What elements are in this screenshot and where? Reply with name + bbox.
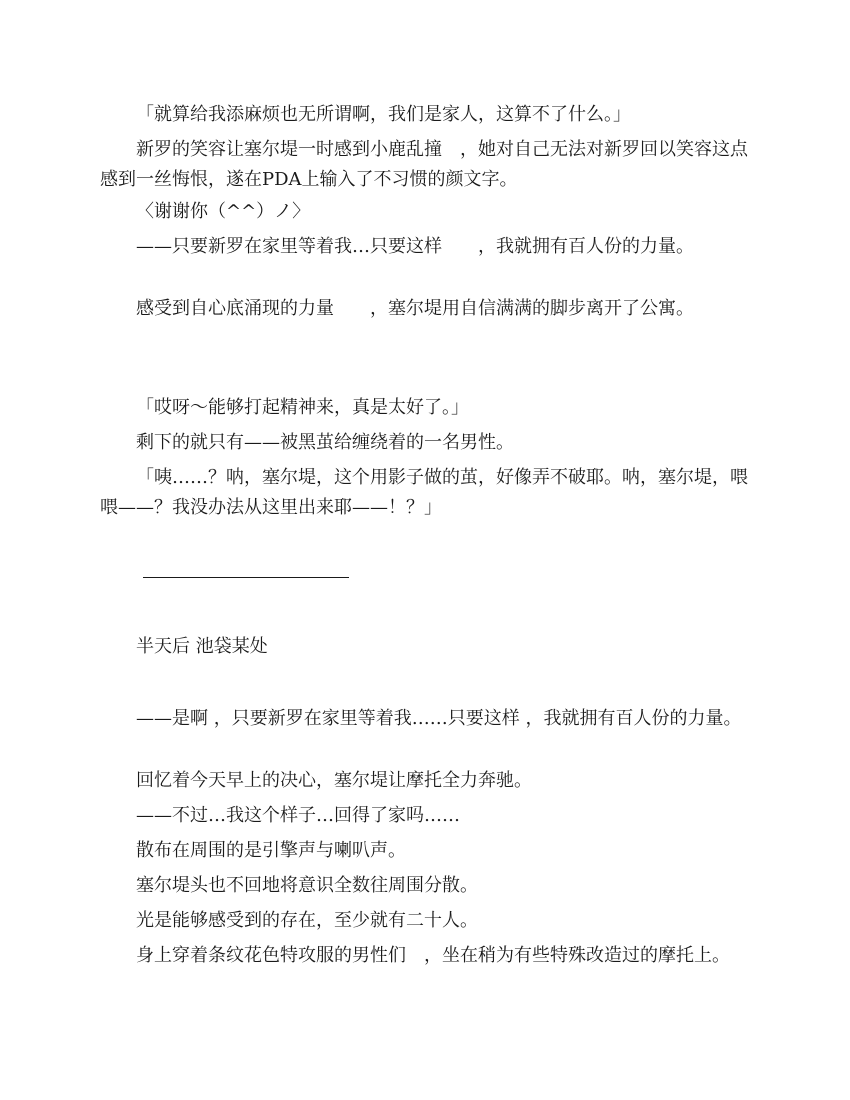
- section-heading: 半天后 池袋某处: [136, 636, 268, 657]
- paragraph: 新罗的笑容让塞尔堤一时感到小鹿乱撞 ，她对自己无法对新罗回以笑容这点感到一丝悔恨，遂在PDA上输入了不习惯的颜文字。: [100, 139, 748, 190]
- paragraph: ——只要新罗在家里等着我…只要这样 ，我就拥有百人份的力量。: [136, 236, 694, 257]
- paragraph: 塞尔堤头也不回地将意识全数往周围分散。: [136, 875, 478, 896]
- paragraph: 〈谢谢你（^^）ノ〉: [136, 201, 311, 222]
- paragraph: 光是能够感受到的存在，至少就有二十人。: [136, 910, 478, 931]
- paragraph: ——是啊 ，只要新罗在家里等着我……只要这样 ，我就拥有百人份的力量。: [136, 708, 742, 729]
- paragraph: 散布在周围的是引擎声与喇叭声。: [136, 840, 406, 861]
- paragraph: 「就算给我添麻烦也无所谓啊，我们是家人，这算不了什么。」: [136, 104, 631, 125]
- section-divider: [143, 577, 349, 578]
- paragraph: 「哎呀～能够打起精神来，真是太好了。」: [136, 397, 469, 418]
- paragraph: 感受到自心底涌现的力量 ，塞尔堤用自信满满的脚步离开了公寓。: [136, 298, 694, 319]
- paragraph: 身上穿着条纹花色特攻服的男性们 ，坐在稍为有些特殊改造过的摩托上。: [136, 945, 730, 966]
- paragraph: 「咦……？呐，塞尔堤，这个用影子做的茧，好像弄不破耶。呐，塞尔堤，喂喂——？我没办法从这里出来耶——！？」: [100, 467, 748, 518]
- paragraph: 回忆着今天早上的决心，塞尔堤让摩托全力奔驰。: [136, 770, 532, 791]
- paragraph: ——不过…我这个样子…回得了家吗……: [136, 805, 460, 826]
- paragraph: 剩下的就只有——被黑茧给缠绕着的一名男性。: [136, 432, 514, 453]
